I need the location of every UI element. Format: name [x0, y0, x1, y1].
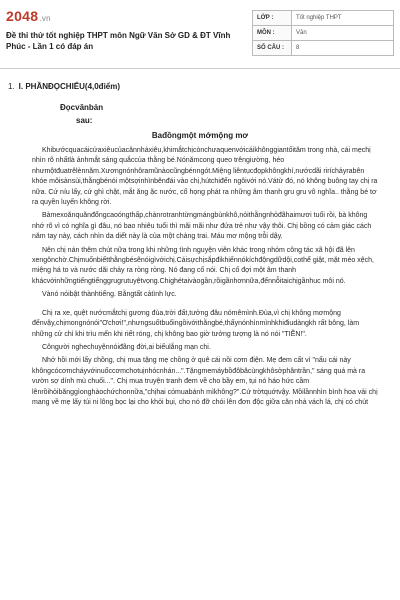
meta-row-mon	[253, 26, 394, 41]
instruction-line-2: sau:	[76, 116, 93, 125]
passage-paragraph: Chị ra xe, quệt nướcmắtchị gương đùa,trời đất,tưởng đâu nómêmình.Đùa,vì chị không mơmộng đếnvậy,chịmongnónói"Ơchơi!",nhưngsuốtbuổingồivớithằngbé,thấynónhìnmìnhkhiđiudàngkh rất bông, làm những cử chỉ khi trìu mến khi riết róng, chị không bao giờ tưởng tượng là nó nói "TIỀN!".	[32, 309, 360, 338]
meta-label-lop: LỚP :	[253, 11, 292, 26]
logo-tld: .vn	[39, 14, 51, 23]
passage-body	[32, 146, 380, 411]
header-divider	[0, 68, 400, 69]
passage-paragraph: Nhớ hồi mới lấy chồng, chị mua tặng mẹ chồng ở quê cái nồi cơm điện. Mẹ đem cất vì "nấu cái này khôngcócơmcháyvớinuốccơmchotuịnhócnhán...".Tặngmemáybồđôbăcùngkhôsởphântrần," sáng quá mà ra vườn sợ dính mù chuối...". Chị mua truyện tranh đem về cho bầy em, tụi nó háo hức cầm lênrồihỏibănggìonghàochứchonnữa,"chịhai cómuabánh mìkhông?".Cứ trờtquớtvậy. Mồilầnnhìn bình hoa vải chị mang về mẹ lấy túi ni lông bọc lại cho khỏi bụi, cho nó đỡ chói lên đơn độc giữa căn nhà vách lá, chị có chút	[32, 357, 378, 406]
logo-text: 2048	[6, 8, 39, 24]
page-header	[0, 0, 400, 68]
meta-value-mon: Văn	[292, 26, 394, 41]
passage-paragraph: Nên chị nán thêm chút nữa trong khi những tình nguyện viên khác trong nhóm công tác xã hội đã lên xengônchờ.Chịmuốnbiếtthằngbésẽnóigìvớichị.Cáisựchịsắpđikhiếnnókíchđộngdữdội,cothể giật, mặt méo xệch, miệng há to và nước dãi chảy ra ròng ròng. Nó đang cố nói. Chị cố đợi một âm thanh khácvớinhữngtiếngtiếnggrugrutuyệtvọng.Chighétaivàogần,rồigầnhơnnữa,đếnnỗitaichịgầnhuc môi nó.	[32, 246, 374, 285]
meta-row-lop	[253, 11, 394, 26]
meta-label-mon: MÔN :	[253, 26, 292, 41]
section-label: I. PHẦNĐỌCHIỂU(4,0điểm)	[18, 82, 121, 91]
exam-title: Đề thi thử tốt nghiệp THPT môn Ngữ Văn Sở GD & ĐT Vĩnh Phúc - Lần 1 có đáp án	[6, 31, 231, 51]
section-heading	[8, 82, 120, 91]
exam-meta-table	[252, 10, 394, 56]
meta-row-socau	[253, 41, 394, 56]
passage-paragraph: Côngười nghechuyệnnóiđãng đời,ai biếulắng mạn chi.	[42, 343, 211, 351]
question-number: 1.	[8, 82, 15, 91]
passage-paragraph: Khibướcquacáicửaxiêucủacănnhàxiêu,khimắtchịcònchưaquenvớicáikhônggiantốităm trong nhà, cái mẹchị nhìn rõ nhấtlà ảnhmắt sáng quắccủa thằng bé.Nónămcong queo trêngiường, héo nhưmộtđuatrêlènnăm.Xươngnónhôramũnàocũngbénngót.Miệng liêntụcđọpkhôngkhí,nướcdãi riríchảyrabên khóe môisànsùi,thằngbénói mộtsợinhìnbênđái vào chị,hútchiđến ngôivới nó.Vátừ đó, nó không buông tay chị ra nữa. Cứ níu lấy, cứ ghì chặt, mắt ăng ặc nước, cổ họng phát ra những âm thanh gru gru vô nghĩa.. thằng bé tơ ra quyền luyến không rời.	[32, 147, 378, 207]
meta-value-socau: 8	[292, 41, 394, 56]
passage-paragraph: Bàmexoănquănđổngcaoóngthấp,chànrotranhtừngmángbùnkhô,nóithằngnhỏđãhaimươi tuổi rồi, bà không nhớ rõ vì có nghĩa gì đâu, nó bao nhiêu tuổi thì mãi mãi như đứa trẻ như vậy thôi. Chị bồng có cảm giác cách năm tay này, cách nhìn da diết này là của một chàng trai. Máu mơ mộng trỗi dậy.	[32, 212, 372, 241]
instruction-line-1: Đọcvănbản	[60, 103, 104, 112]
passage-paragraph: Vànó nóibật thànhtiếng. Bằngtất cảtình lực.	[42, 291, 177, 299]
meta-value-lop: Tốt nghiệp THPT	[292, 11, 394, 26]
meta-label-socau: SỐ CÂU :	[253, 41, 292, 56]
site-logo[interactable]	[6, 8, 51, 24]
passage-title: Bađồngmột mớmộng mơ	[151, 131, 249, 140]
